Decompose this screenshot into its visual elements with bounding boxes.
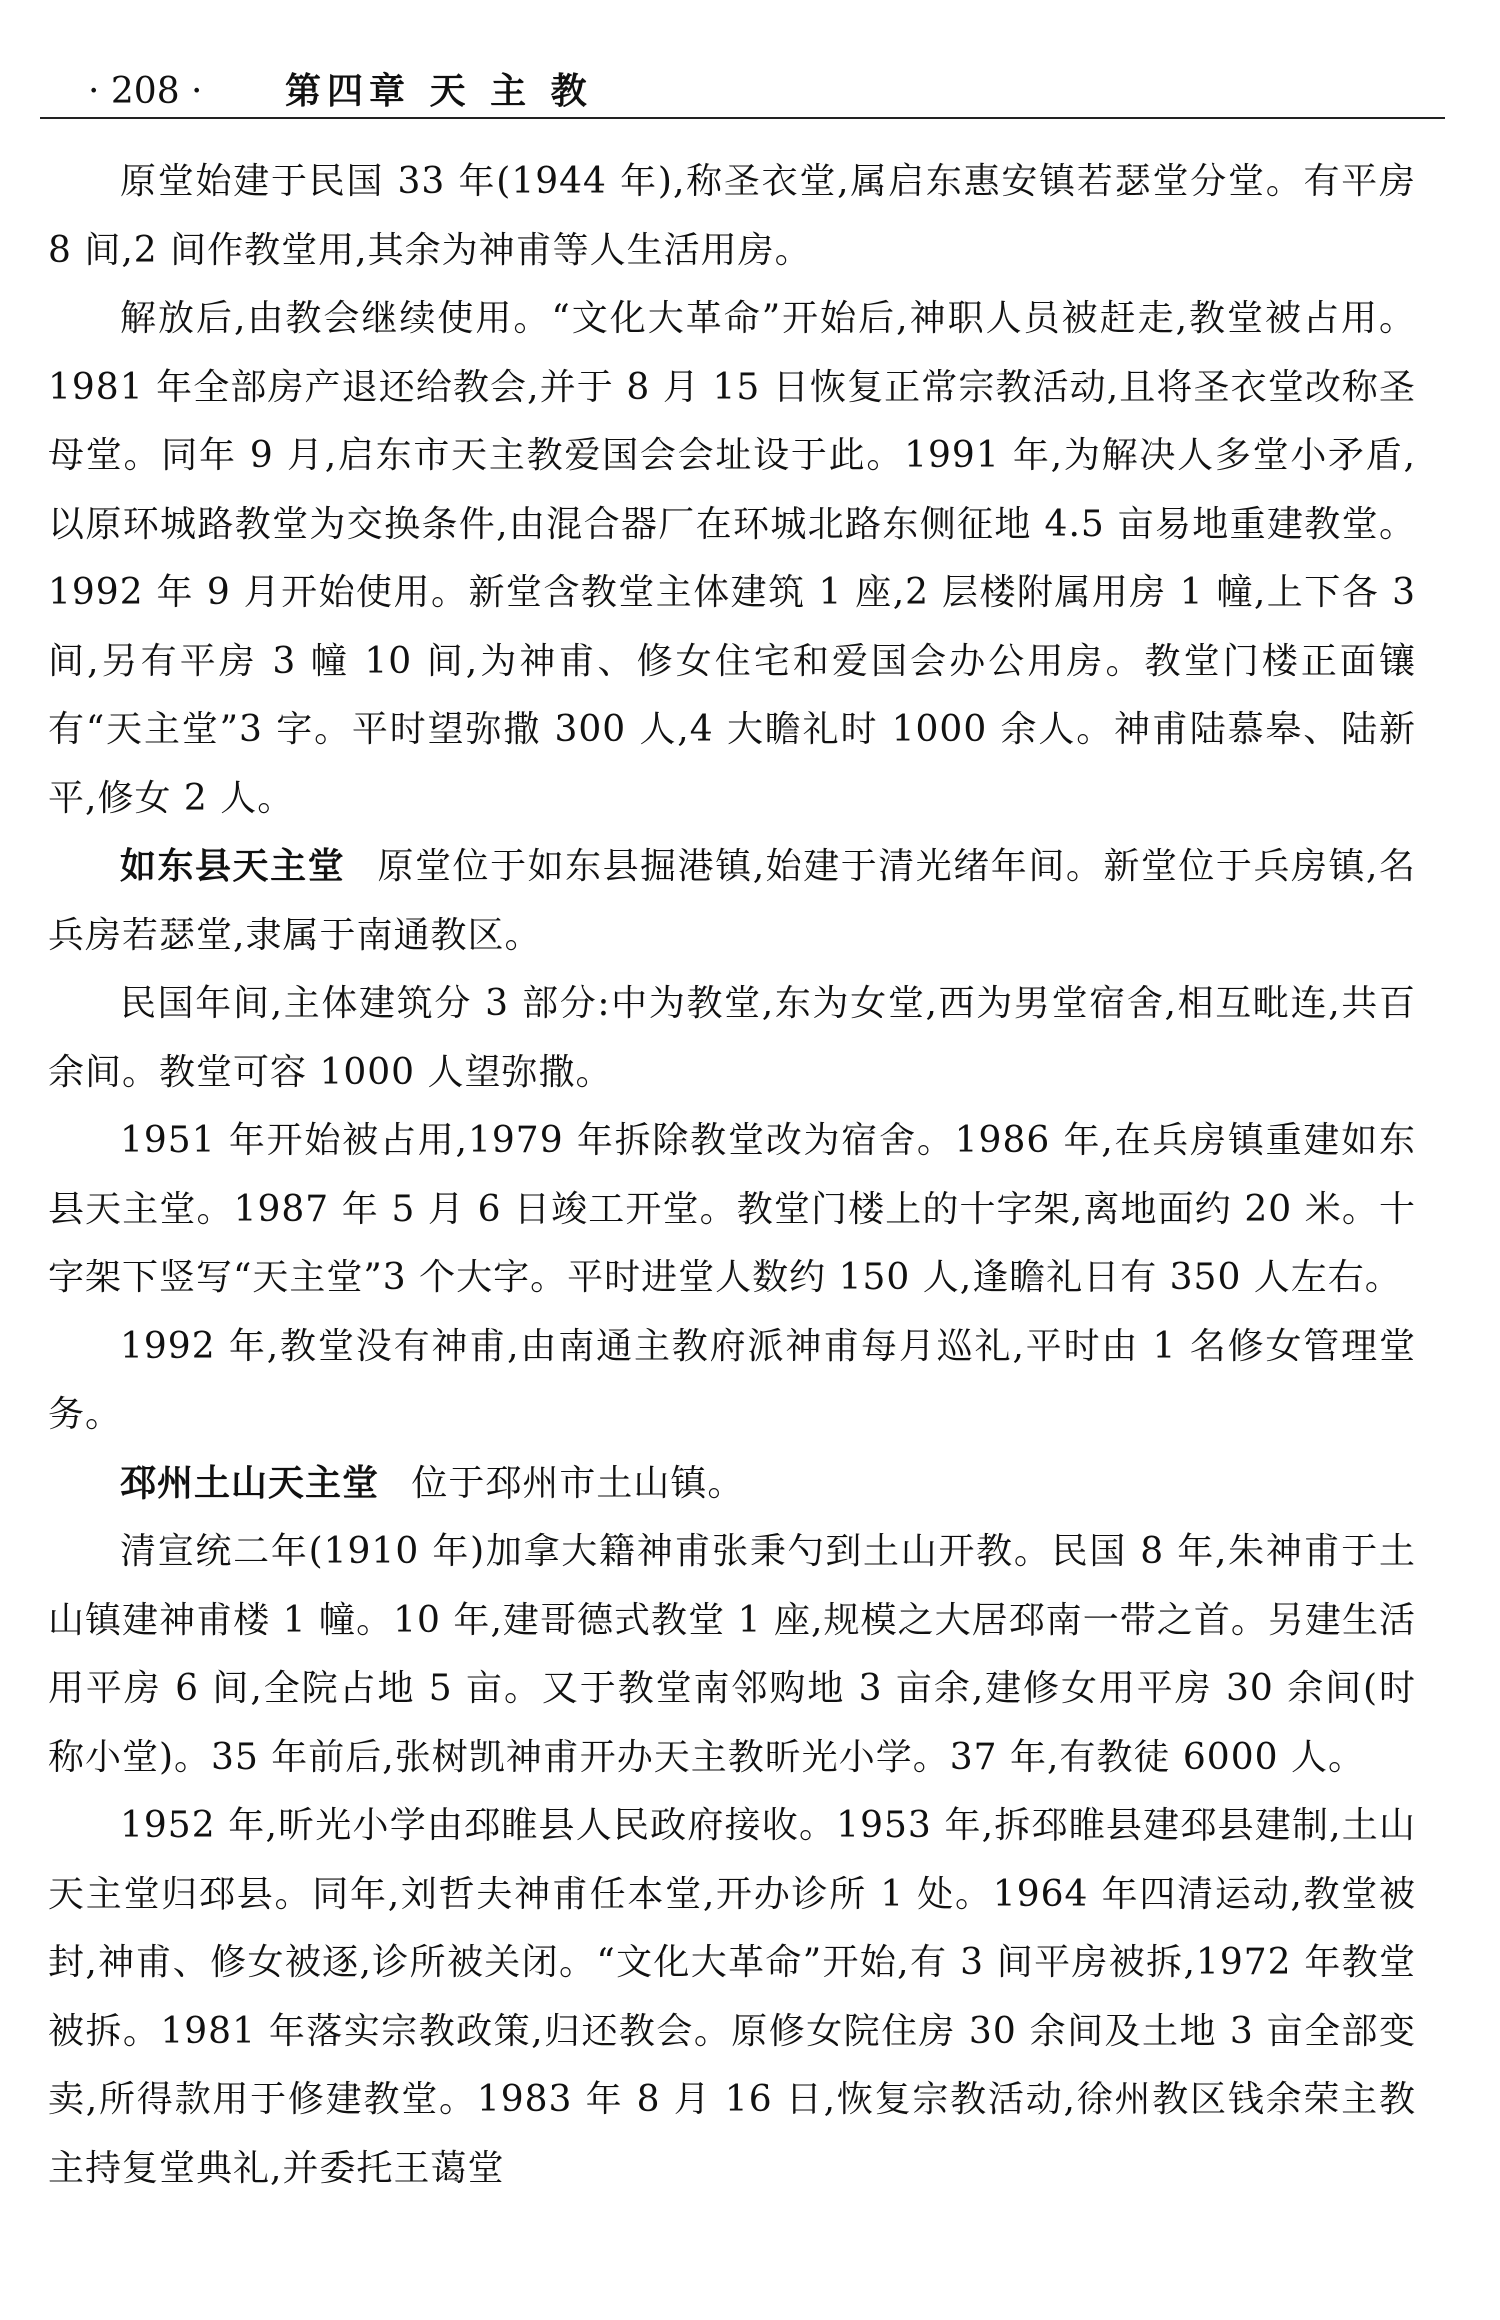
paragraph [48,1792,1416,2203]
paragraph [48,1450,1416,1519]
body-text [48,148,1416,2203]
paragraph-text: 解放后,由教会继续使用。“文化大革命”开始后,神职人员被赶走,教堂被占用。1981 年全部房产退还给教会,并于 8 月 15 日恢复正常宗教活动,且将圣衣堂改称圣母堂。同年 9 月,启东市天主教爱国会会址设于此。1991 年,为解决人多堂小矛盾,以原环城路教堂为交换条件,由混合器厂在环城北路东侧征地 4.5 亩易地重建教堂。1992 年 9 月开始使用。新堂含教堂主体建筑 1 座,2 层楼附属用房 1 幢,上下各 3 间,另有平房 3 幢 10 间,为神甫、修女住宅和爱国会办公用房。教堂门楼正面镶有“天主堂”3 字。平时望弥撒 300 人,4 大瞻礼时 1000 余人。神甫陆慕皋、陆新平,修女 2 人。 [48,298,1416,819]
paragraph [48,1313,1416,1450]
entry-title: 如东县天主堂 [120,846,346,887]
paragraph-text: 原堂位于如东县掘港镇,始建于清光绪年间。新堂位于兵房镇,名兵房若瑟堂,隶属于南通教区。 [48,846,1416,956]
paragraph-text: 清宣统二年(1910 年)加拿大籍神甫张秉勺到土山开教。民国 8 年,朱神甫于土山镇建神甫楼 1 幢。10 年,建哥德式教堂 1 座,规模之大居邳南一带之首。另建生活用平房 6 间,全院占地 5 亩。又于教堂南邻购地 3 亩余,建修女用平房 30 余间(时称小堂)。35 年前后,张树凯神甫开办天主教昕光小学。37 年,有教徒 6000 人。 [48,1531,1416,1778]
paragraph [48,1518,1416,1792]
paragraph-text: 位于邳州市土山镇。 [411,1462,745,1504]
entry-title: 邳州土山天主堂 [120,1462,380,1504]
paragraph-text: 1992 年,教堂没有神甫,由南通主教府派神甫每月巡礼,平时由 1 名修女管理堂务。 [48,1325,1416,1435]
paragraph [48,285,1416,833]
paragraph [48,833,1416,970]
paragraph-text: 原堂始建于民国 33 年(1944 年),称圣衣堂,属启东惠安镇若瑟堂分堂。有平房 8 间,2 间作教堂用,其余为神甫等人生活用房。 [48,161,1416,271]
paragraph [48,970,1416,1107]
header-rule [40,117,1445,119]
page-number: · 208 · [88,71,203,112]
paragraph-text: 1951 年开始被占用,1979 年拆除教堂改为宿舍。1986 年,在兵房镇重建如东县天主堂。1987 年 5 月 6 日竣工开堂。教堂门楼上的十字架,离地面约 20 米。十字架下竖写“天主堂”3 个大字。平时进堂人数约 150 人,逢瞻礼日有 350 人左右。 [48,1120,1416,1298]
paragraph [48,1107,1416,1313]
paragraph-text: 1952 年,昕光小学由邳睢县人民政府接收。1953 年,拆邳睢县建邳县建制,土山天主堂归邳县。同年,刘哲夫神甫任本堂,开办诊所 1 处。1964 年四清运动,教堂被封,神甫、修女被逐,诊所被关闭。“文化大革命”开始,有 3 间平房被拆,1972 年教堂被拆。1981 年落实宗教政策,归还教会。原修女院住房 30 余间及土地 3 亩全部变卖,所得款用于修建教堂。1983 年 8 月 16 日,恢复宗教活动,徐州教区钱余荣主教主持复堂典礼,并委托王蔼堂 [48,1805,1416,2189]
paragraph-text: 民国年间,主体建筑分 3 部分:中为教堂,东为女堂,西为男堂宿舍,相互毗连,共百余间。教堂可容 1000 人望弥撒。 [48,983,1416,1093]
page-header [44,62,1444,122]
paragraph [48,148,1416,285]
chapter-title: 第四章 天 主 教 [285,71,593,112]
